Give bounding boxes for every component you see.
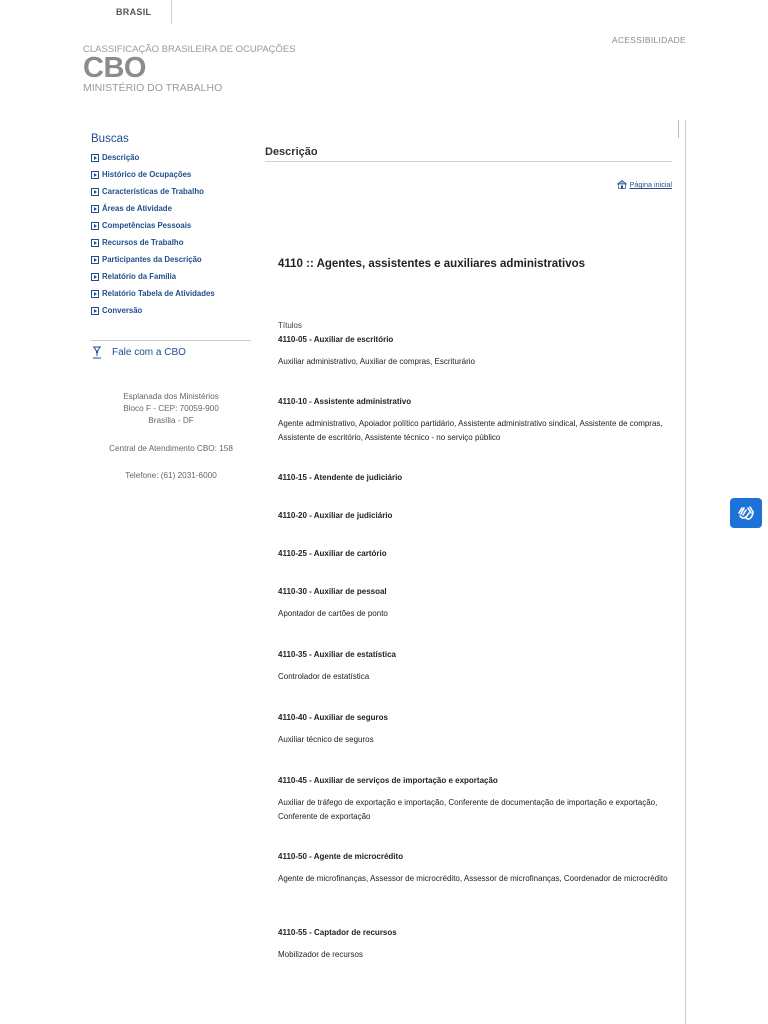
list-item <box>278 473 678 482</box>
contact-icon <box>91 346 103 359</box>
arrow-right-icon <box>91 273 99 281</box>
sidebar-item-competencias[interactable] <box>91 217 251 234</box>
sidebar-nav <box>91 149 251 319</box>
site-subtitle: CLASSIFICAÇÃO BRASILEIRA DE OCUPAÇÕES <box>83 44 296 55</box>
title-code: 4110-15 - Atendente de judiciário <box>278 473 403 482</box>
call-center: Central de Atendimento CBO: 158 <box>109 444 233 453</box>
home-icon <box>617 180 627 189</box>
gov-bar-divider <box>171 0 172 24</box>
list-item <box>278 587 678 621</box>
sidebar-item-label[interactable]: Descrição <box>102 153 140 162</box>
arrow-right-icon <box>91 290 99 298</box>
sidebar-item-areas[interactable] <box>91 200 251 217</box>
sidebar-item-participantes[interactable] <box>91 251 251 268</box>
sidebar-item-label[interactable]: Conversão <box>102 306 143 315</box>
list-item <box>278 650 678 684</box>
title-synonyms: Agente administrativo, Apoiador político partidário, Assistente administrativo sindical, Assistente de compras, Assistente de escritório, Assistente técnico - no serviço público <box>278 419 663 442</box>
list-item <box>278 928 678 962</box>
site-logo-title[interactable]: CBO <box>83 52 146 84</box>
sidebar-item-label[interactable]: Características de Trabalho <box>102 187 204 196</box>
list-item <box>278 511 678 520</box>
sign-language-button[interactable] <box>730 498 762 528</box>
sidebar-item-label[interactable]: Histórico de Ocupações <box>102 170 192 179</box>
page-title: Descrição <box>265 146 318 158</box>
contact-label[interactable]: Fale com a CBO <box>112 347 186 358</box>
occupation-title: 4110 :: Agentes, assistentes e auxiliares administrativos <box>278 258 586 270</box>
sidebar-item-label[interactable]: Participantes da Descrição <box>102 255 202 264</box>
title-code: 4110-55 - Captador de recursos <box>278 928 397 937</box>
title-code: 4110-50 - Agente de microcrédito <box>278 852 404 861</box>
title-code: 4110-35 - Auxiliar de estatística <box>278 650 396 659</box>
title-synonyms: Agente de microfinanças, Assessor de microcrédito, Assessor de microfinanças, Coordenador de microcrédito <box>278 874 668 883</box>
title-code: 4110-20 - Auxiliar de judiciário <box>278 511 393 520</box>
arrow-right-icon <box>91 188 99 196</box>
arrow-right-icon <box>91 205 99 213</box>
arrow-right-icon <box>91 239 99 247</box>
title-synonyms: Auxiliar administrativo, Auxiliar de compras, Escriturário <box>278 357 475 366</box>
sidebar-item-relatorio-familia[interactable] <box>91 268 251 285</box>
phone-number: Telefone: (61) 2031-6000 <box>125 471 217 480</box>
arrow-right-icon <box>91 154 99 162</box>
title-synonyms: Mobilizador de recursos <box>278 950 363 959</box>
sidebar-divider <box>91 340 251 341</box>
arrow-right-icon <box>91 307 99 315</box>
title-code: 4110-05 - Auxiliar de escritório <box>278 335 394 344</box>
sidebar-item-label[interactable]: Recursos de Trabalho <box>102 238 184 247</box>
list-item <box>278 776 678 823</box>
address-block <box>91 391 251 427</box>
title-code: 4110-40 - Auxiliar de seguros <box>278 713 388 722</box>
gov-brasil-link[interactable]: BRASIL <box>116 7 152 17</box>
list-item <box>278 549 678 558</box>
sidebar-item-descricao[interactable] <box>91 149 251 166</box>
sidebar-item-historico[interactable] <box>91 166 251 183</box>
address-line: Brasília - DF <box>148 416 194 425</box>
scroll-tick <box>678 120 679 138</box>
arrow-right-icon <box>91 256 99 264</box>
sidebar-item-recursos[interactable] <box>91 234 251 251</box>
address-line: Esplanada dos Ministérios <box>123 392 219 401</box>
sidebar-item-label[interactable]: Áreas de Atividade <box>102 204 172 213</box>
home-link[interactable] <box>617 180 672 189</box>
sidebar-item-conversao[interactable] <box>91 302 251 319</box>
ministry-name: MINISTÉRIO DO TRABALHO <box>83 82 223 94</box>
list-item <box>278 335 678 369</box>
title-code: 4110-30 - Auxiliar de pessoal <box>278 587 387 596</box>
title-code: 4110-45 - Auxiliar de serviços de importação e exportação <box>278 776 498 785</box>
arrow-right-icon <box>91 222 99 230</box>
sidebar-item-caracteristicas[interactable] <box>91 183 251 200</box>
sidebar-item-label[interactable]: Relatório da Família <box>102 272 177 281</box>
title-synonyms: Auxiliar técnico de seguros <box>278 735 374 744</box>
sidebar <box>91 133 251 319</box>
address-line: Bloco F - CEP: 70059-900 <box>123 404 219 413</box>
sidebar-heading: Buscas <box>91 133 129 145</box>
titles-label: Títulos <box>278 321 303 330</box>
title-divider <box>265 161 672 162</box>
title-code: 4110-10 - Assistente administrativo <box>278 397 412 406</box>
gov-bar <box>0 0 768 24</box>
arrow-right-icon <box>91 171 99 179</box>
sidebar-item-relatorio-tabela[interactable] <box>91 285 251 302</box>
contact-link[interactable] <box>91 346 186 359</box>
sidebar-item-label[interactable]: Competências Pessoais <box>102 221 192 230</box>
list-item <box>278 852 678 886</box>
title-synonyms: Apontador de cartões de ponto <box>278 609 388 618</box>
title-synonyms: Controlador de estatística <box>278 672 370 681</box>
title-code: 4110-25 - Auxiliar de cartório <box>278 549 387 558</box>
title-synonyms: Auxiliar de tráfego de exportação e importação, Conferente de documentação de importação e exportação, Conferente de exportação <box>278 798 658 821</box>
hands-icon <box>736 504 756 522</box>
sidebar-item-label[interactable]: Relatório Tabela de Atividades <box>102 289 215 298</box>
home-link-label[interactable]: Página inicial <box>629 180 672 189</box>
list-item <box>278 397 678 444</box>
content-right-border <box>685 120 686 1024</box>
accessibility-link[interactable]: ACESSIBILIDADE <box>611 35 686 45</box>
list-item <box>278 713 678 747</box>
